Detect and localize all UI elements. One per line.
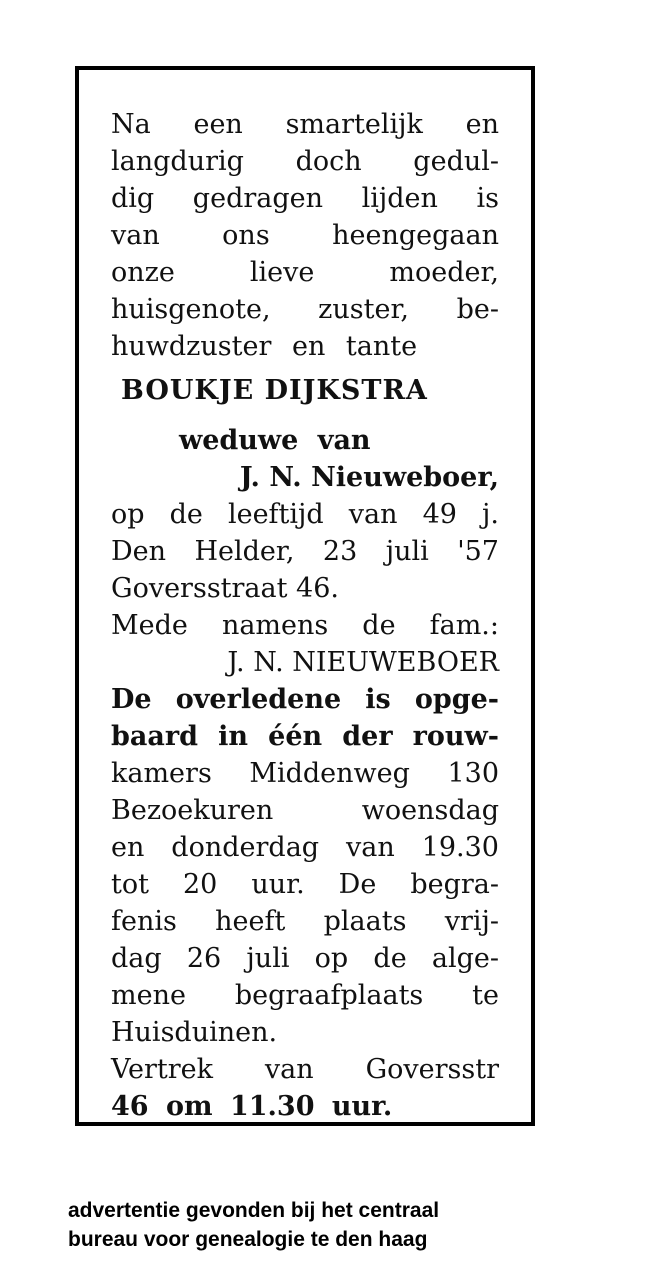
death-notice [75,66,535,1126]
notice-line-7: huwdzuster en tante [111,331,418,362]
notice-line-13: Goversstraat 46. [111,573,339,604]
notice-line-17: baard in één der rouw- [111,721,499,752]
notice-line-11: op de leeftijd van 49 j. [111,499,499,530]
notice-line-3: dig gedragen lijden is [111,183,499,214]
caption-line-2: bureau voor genealogie te den haag [68,1228,428,1251]
notice-line-27: 46 om 11.30 uur. [111,1091,393,1122]
caption-line-1: advertentie gevonden bij het centraal [68,1199,440,1222]
notice-line-20: en donderdag van 19.30 [111,832,499,863]
notice-line-15: J. N. NIEUWEBOER [227,647,499,678]
notice-line-2: langdurig doch gedul- [111,146,499,177]
notice-line-19: Bezoekuren woensdag [111,795,499,826]
notice-line-12: Den Helder, 23 juli '57 [111,536,499,567]
notice-line-14: Mede namens de fam.: [111,610,499,641]
notice-line-4: van ons heengegaan [111,220,499,251]
notice-line-22: fenis heeft plaats vrij- [111,906,499,937]
notice-line-26: Vertrek van Goversstr [111,1054,499,1085]
notice-line-25: Huisduinen. [111,1017,278,1048]
husband-name: J. N. Nieuweboer, [239,462,499,493]
notice-line-24: mene begraafplaats te [111,980,499,1011]
source-caption [68,1196,439,1254]
deceased-name: BOUKJE DIJKSTRA [121,375,428,406]
notice-line-6: huisgenote, zuster, be- [111,294,499,325]
widow-of-label: weduwe van [179,425,371,456]
notice-line-18: kamers Middenweg 130 [111,758,499,789]
notice-line-23: dag 26 juli op de alge- [111,943,499,974]
notice-line-16: De overledene is opge- [111,684,499,715]
notice-line-21: tot 20 uur. De begra- [111,869,499,900]
notice-line-5: onze lieve moeder, [111,257,499,288]
notice-line-1: Na een smartelijk en [111,109,499,140]
